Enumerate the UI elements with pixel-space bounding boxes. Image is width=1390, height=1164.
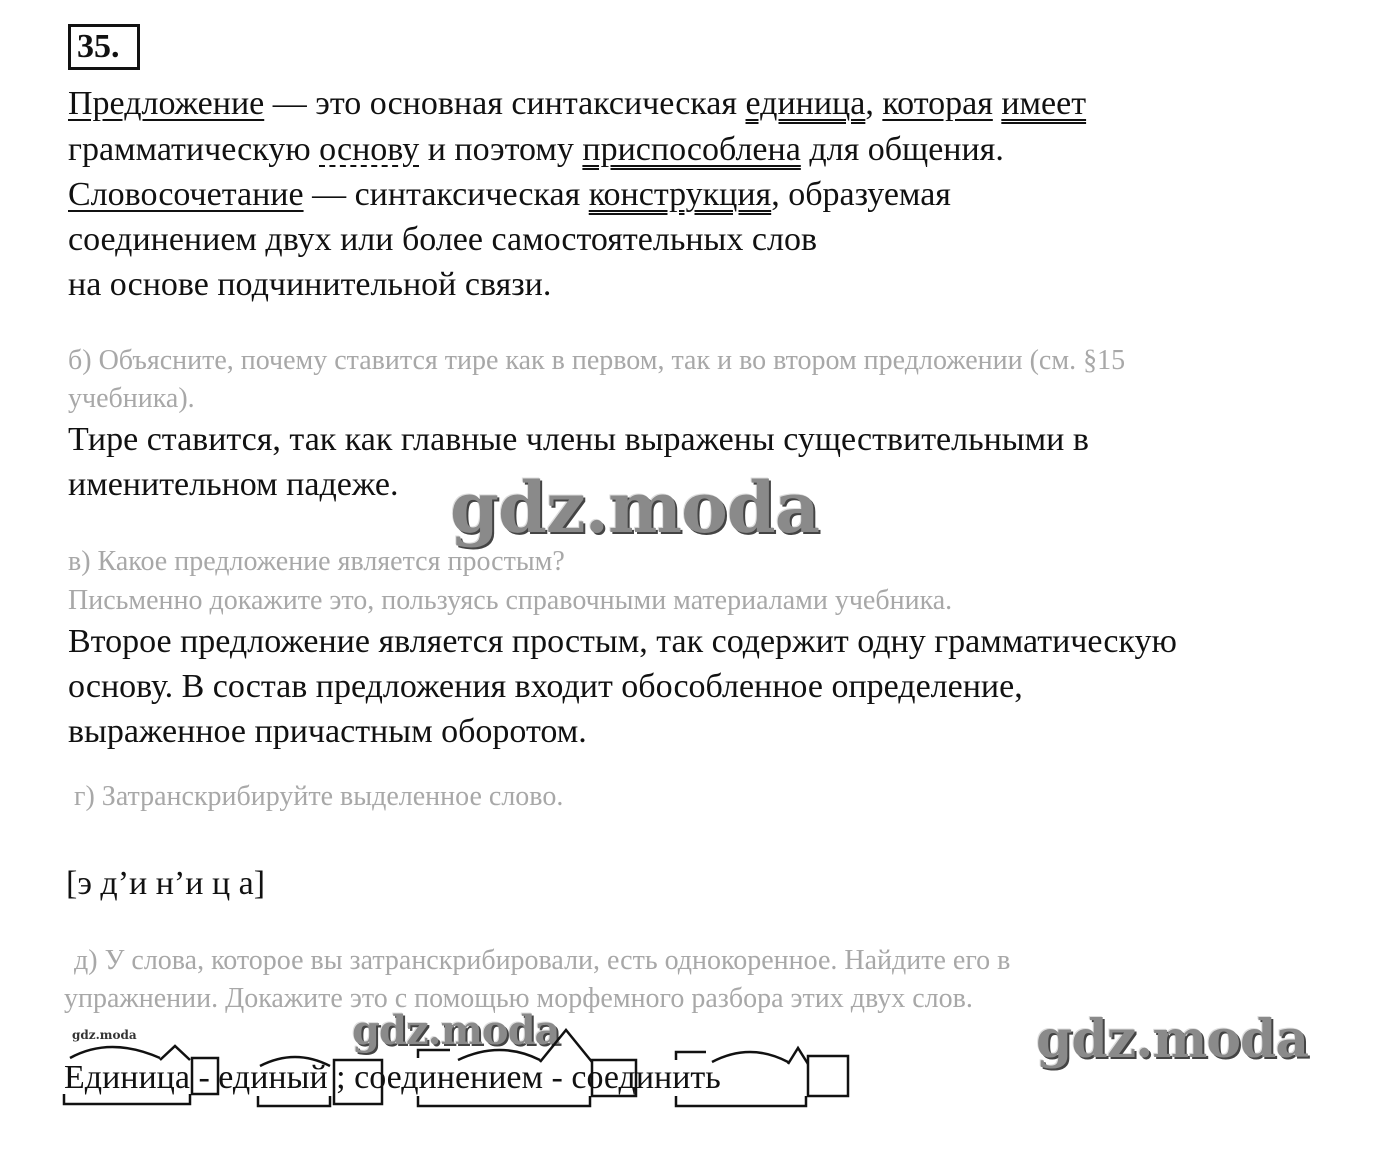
text: грамматическую (68, 131, 320, 168)
task-d-question-2: упражнении. Докажите это с помощью морфемного разбора этих двух слов. (64, 983, 973, 1014)
ending-box (189, 1058, 219, 1096)
text: и поэтому (419, 131, 583, 168)
text: — синтаксическая (303, 176, 589, 213)
underlined-subject: которая (882, 85, 993, 122)
underlined-subject: Словосочетание (68, 176, 304, 213)
text: — это основная синтаксическая (264, 85, 746, 122)
task-v-answer-1: Второе предложение является простым, так содержит одну грамматическую (68, 623, 1177, 660)
separator: - (543, 1059, 572, 1096)
underlined-predicate: единица (745, 85, 866, 122)
underlined-predicate: конструкция (588, 176, 772, 213)
exercise-number: 35. (68, 24, 140, 70)
underlined-subject: Предложение (68, 85, 265, 122)
definition-line-4: соединением двух или более самостоятельных слов (68, 221, 817, 258)
morph-word-4: соединить (571, 1059, 721, 1096)
task-v-answer-3: выраженное причастным оборотом. (68, 713, 587, 750)
text: , образуемая (771, 176, 951, 213)
task-b-answer-2: именительном падеже. (68, 466, 399, 503)
stem-bracket (418, 1096, 590, 1106)
task-v-question-2: Письменно докажите это, пользуясь справочными материалами учебника. (68, 585, 953, 616)
watermark-right: gdz.moda (1036, 1009, 1309, 1070)
ending-box (334, 1060, 382, 1104)
underlined-predicate: имеет (1001, 85, 1087, 122)
morph-word-1: Единица (64, 1059, 190, 1096)
root-arc (458, 1050, 540, 1060)
task-g-question: г) Затранскрибируйте выделенное слово. (74, 781, 564, 812)
task-v-question-1: в) Какое предложение является простым? (68, 546, 565, 577)
suffix-roof (540, 1030, 592, 1062)
prefix-line (676, 1052, 706, 1060)
task-d-question-1: д) У слова, которое вы затранскрибировали, есть однокоренное. Найдите его в (74, 945, 1011, 976)
separator: ; (327, 1059, 355, 1096)
watermark-small: gdz.moda (72, 1028, 137, 1042)
suffix-roof (788, 1048, 808, 1064)
separator: - (189, 1059, 219, 1096)
morph-word-2: единый (218, 1059, 328, 1096)
watermark-main: gdz.moda (450, 466, 820, 549)
underlined-object: основу (319, 131, 420, 168)
task-b-question-1: б) Объясните, почему ставится тире как в первом, так и во втором предложении (см. §15 (68, 345, 1126, 376)
suffix-roof (160, 1046, 190, 1060)
task-v-answer-2: основу. В состав предложения входит обособленное определение, (68, 668, 1023, 705)
underlined-predicate: приспособлена (582, 131, 801, 168)
transcription: [э д’и н’и ц а] (66, 865, 266, 902)
stem-bracket (64, 1094, 190, 1104)
stem-bracket (258, 1096, 330, 1106)
stem-bracket (676, 1096, 806, 1106)
watermark-secondary: gdz.moda (352, 1007, 560, 1054)
ending-box (592, 1060, 636, 1096)
root-arc (70, 1047, 160, 1058)
root-arc (260, 1057, 330, 1066)
morph-word-3: соединением (354, 1059, 544, 1096)
prefix-line (418, 1050, 450, 1058)
text: , (865, 85, 883, 122)
text: для общения. (800, 131, 1004, 168)
root-arc (712, 1052, 788, 1062)
definition-line-5: на основе подчинительной связи. (68, 266, 552, 303)
task-b-question-2: учебника). (68, 383, 195, 414)
ending-box (808, 1056, 848, 1096)
task-b-answer-1: Тире ставится, так как главные члены выражены существительными в (68, 421, 1089, 458)
